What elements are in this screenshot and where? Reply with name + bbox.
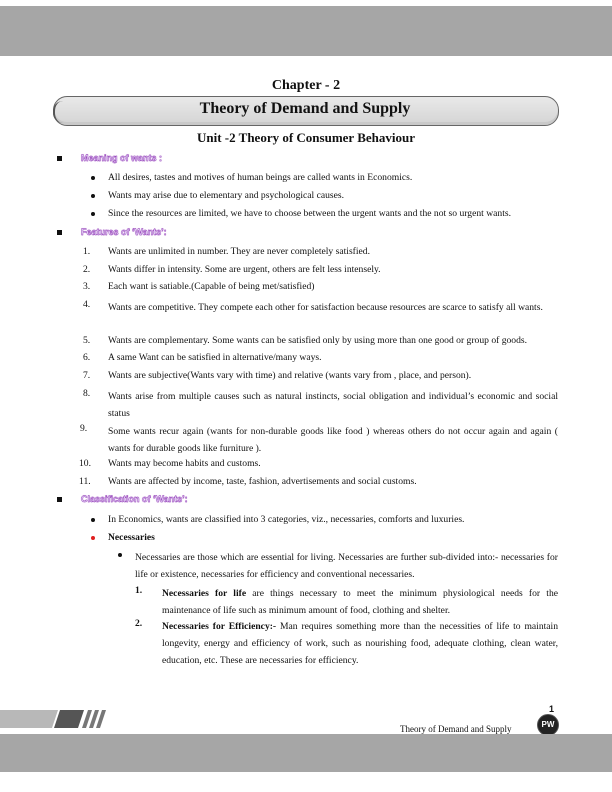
pw-logo-icon: PW bbox=[537, 714, 559, 736]
page-title: Theory of Demand and Supply bbox=[199, 100, 411, 117]
item-number: 2. bbox=[83, 264, 91, 275]
subsection-label: Necessaries bbox=[108, 532, 155, 543]
list-item bbox=[162, 585, 558, 619]
section-heading-features: Features of ‘Wants’: bbox=[81, 227, 167, 237]
list-item: Wants arise from multiple causes such as natural instincts, social obligation and individual’s economic and social status bbox=[108, 391, 558, 419]
list-item: Necessaries are those which are essential for living. Necessaries are further sub-divided into:- necessaries for life or existence, necessaries for efficiency and conventional necessaries. bbox=[135, 552, 558, 580]
item-number: 11. bbox=[79, 476, 91, 487]
list-item: Wants are competitive. They compete each other for satisfaction because resources are scarce to satisfy all wants. bbox=[108, 302, 543, 313]
list-item: Since the resources are limited, we have to choose between the urgent wants and the not so urgent wants. bbox=[108, 208, 511, 219]
footer-stripes-decoration bbox=[0, 710, 110, 728]
bottom-band bbox=[0, 734, 612, 772]
bullet-icon bbox=[118, 553, 122, 557]
bullet-icon bbox=[91, 194, 95, 198]
square-bullet-icon bbox=[57, 156, 62, 161]
item-number: 2. bbox=[135, 618, 143, 629]
term-desc: are things necessary to meet the minimum physiological needs for the maintenance of life such as minimum amount of food, clothing and shelter. bbox=[162, 588, 559, 616]
list-item: Each want is satiable.(Capable of being met/satisfied) bbox=[108, 281, 315, 292]
top-band bbox=[0, 6, 612, 56]
item-number: 1. bbox=[83, 246, 91, 257]
list-item: A same Want can be satisfied in alternative/many ways. bbox=[108, 352, 322, 363]
item-number: 7. bbox=[83, 370, 91, 381]
square-bullet-icon bbox=[57, 497, 62, 502]
page-number: 1 bbox=[549, 704, 555, 714]
chapter-label: Chapter - 2 bbox=[271, 78, 341, 93]
list-item: In Economics, wants are classified into 3 categories, viz., necessaries, comforts and luxuries. bbox=[108, 514, 465, 525]
term: Necessaries for life bbox=[162, 588, 247, 599]
footer-title: Theory of Demand and Supply bbox=[400, 724, 512, 734]
item-number: 10. bbox=[79, 458, 91, 469]
list-item: Wants are unlimited in number. They are never completely satisfied. bbox=[108, 246, 370, 257]
item-number: 6. bbox=[83, 352, 91, 363]
list-item: Some wants recur again (wants for non-durable goods like food ) whereas others do not occur again and again ( wants for durable goods like furniture ). bbox=[108, 426, 558, 454]
red-bullet-icon bbox=[91, 536, 95, 540]
list-item: Wants are complementary. Some wants can be satisfied only by using more than one good or group of goods. bbox=[108, 335, 528, 346]
term: Necessaries for Efficiency:- bbox=[162, 621, 277, 632]
list-item: Wants differ in intensity. Some are urgent, others are felt less intensely. bbox=[108, 264, 381, 275]
item-number: 4. bbox=[83, 299, 91, 310]
list-item: Wants may arise due to elementary and psychological causes. bbox=[108, 190, 345, 201]
list-item: Wants are affected by income, taste, fashion, advertisements and social customs. bbox=[108, 476, 417, 487]
item-number: 1. bbox=[135, 585, 143, 596]
item-number: 9. bbox=[80, 423, 88, 434]
list-item: Wants may become habits and customs. bbox=[108, 458, 261, 469]
bullet-icon bbox=[91, 212, 95, 216]
bullet-icon bbox=[91, 518, 95, 522]
unit-title: Unit -2 Theory of Consumer Behaviour bbox=[197, 130, 415, 145]
bullet-icon bbox=[91, 176, 95, 180]
section-heading-meaning: Meaning of wants : bbox=[81, 153, 162, 163]
section-heading-classification: Classification of ‘Wants’: bbox=[81, 494, 188, 504]
list-item: Wants are subjective(Wants vary with time) and relative (wants vary from , place, and person). bbox=[108, 370, 472, 381]
list-item: All desires, tastes and motives of human beings are called wants in Economics. bbox=[108, 172, 413, 183]
item-number: 8. bbox=[83, 388, 91, 399]
item-number: 5. bbox=[83, 335, 91, 346]
list-item bbox=[162, 618, 558, 669]
term-desc: Man requires something more than the necessities of life to maintain longevity, energy and efficiency of work, such as nourishing food, adequate clothing, clean water, education, etc. These are necessaries for efficiency. bbox=[162, 621, 559, 666]
square-bullet-icon bbox=[57, 230, 62, 235]
item-number: 3. bbox=[83, 281, 91, 292]
